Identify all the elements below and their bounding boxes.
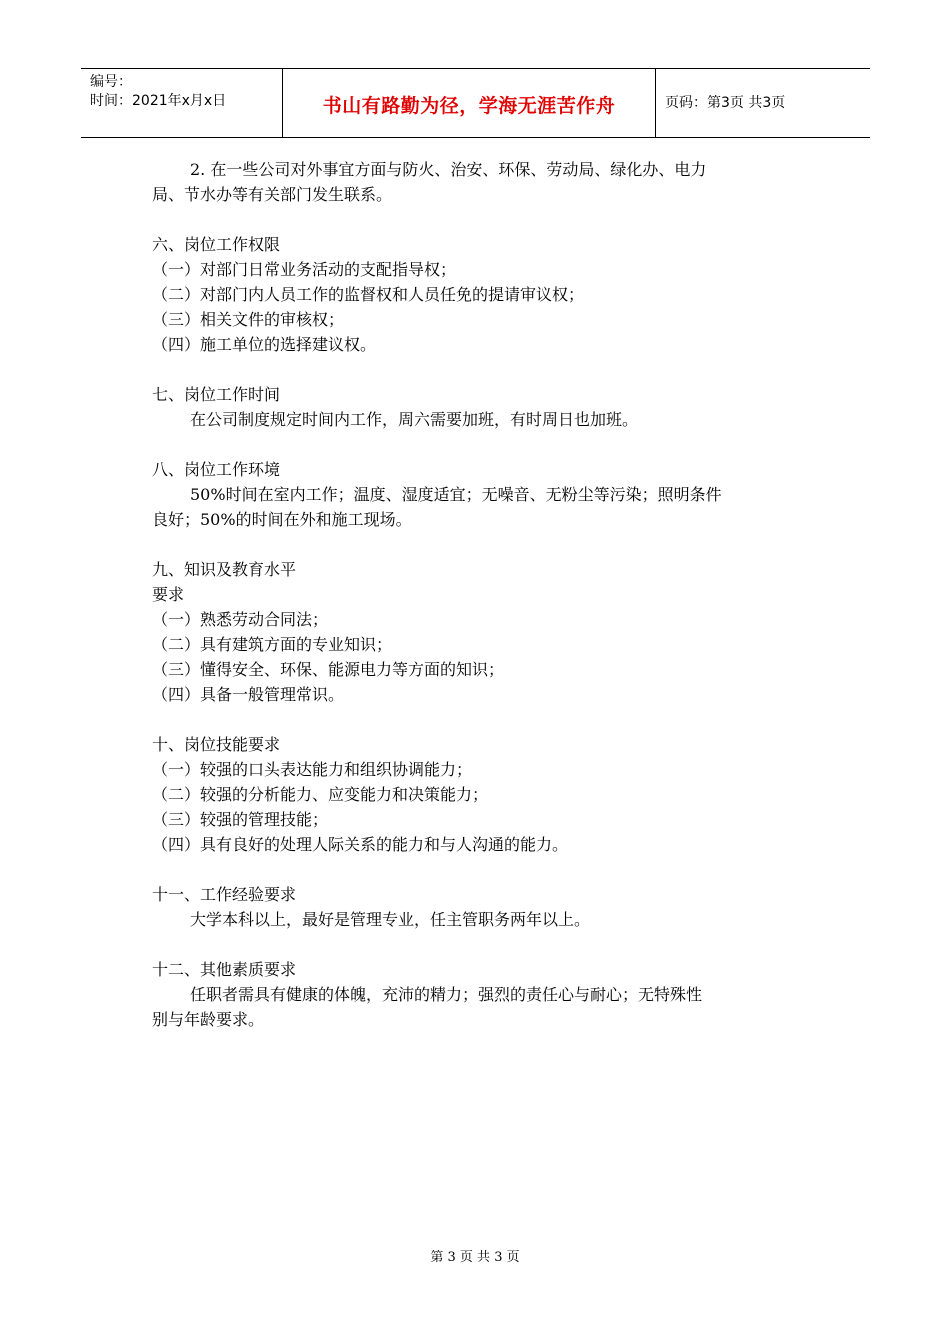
list-item: （一）对部门日常业务活动的支配指导权；	[152, 260, 457, 279]
list-item: （二）具有建筑方面的专业知识；	[152, 635, 393, 654]
list-item: （四）具备一般管理常识。	[152, 685, 345, 704]
section-heading: 九、知识及教育水平	[152, 560, 297, 579]
intro-line: 局、节水办等有关部门发生联系。	[152, 185, 393, 204]
page-header	[81, 68, 870, 138]
paragraph-line: 在公司制度规定时间内工作，周六需要加班，有时周日也加班。	[190, 410, 639, 429]
number-label: 编号：	[90, 74, 132, 90]
list-item: （三）懂得安全、环保、能源电力等方面的知识；	[152, 660, 505, 679]
motto: 书山有路勤为径，学海无涯苦作舟	[322, 95, 616, 117]
list-item: （一）较强的口头表达能力和组织协调能力；	[152, 760, 473, 779]
list-item: （一）熟悉劳动合同法；	[152, 610, 329, 629]
section-heading: 八、岗位工作环境	[152, 460, 281, 479]
section-heading: 七、岗位工作时间	[152, 385, 281, 404]
section-subheading: 要求	[152, 585, 185, 604]
header-page-cell	[656, 69, 870, 137]
paragraph-line: 良好；50%的时间在外和施工现场。	[152, 510, 412, 529]
intro-line: 2. 在一些公司对外事宜方面与防火、治安、环保、劳动局、绿化办、电力	[190, 160, 707, 179]
section-heading: 十一、工作经验要求	[152, 885, 297, 904]
time-label: 时间：2021年x月x日	[90, 93, 227, 109]
paragraph-line: 50%时间在室内工作；温度、湿度适宜；无噪音、无粉尘等污染；照明条件	[190, 485, 722, 504]
page-info: 页码：第3页 共3页	[665, 95, 786, 111]
header-motto-cell	[283, 69, 656, 137]
paragraph-line: 任职者需具有健康的体魄，充沛的精力；强烈的责任心与耐心；无特殊性	[190, 985, 703, 1004]
document-body	[152, 157, 817, 1032]
section-heading: 六、岗位工作权限	[152, 235, 281, 254]
list-item: （四）具有良好的处理人际关系的能力和与人沟通的能力。	[152, 835, 569, 854]
paragraph-line: 别与年龄要求。	[152, 1010, 265, 1029]
header-meta-cell	[81, 69, 283, 137]
list-item: （二）较强的分析能力、应变能力和决策能力；	[152, 785, 489, 804]
section-heading: 十二、其他素质要求	[152, 960, 297, 979]
list-item: （三）相关文件的审核权；	[152, 310, 345, 329]
list-item: （二）对部门内人员工作的监督权和人员任免的提请审议权；	[152, 285, 585, 304]
list-item: （三）较强的管理技能；	[152, 810, 329, 829]
list-item: （四）施工单位的选择建议权。	[152, 335, 377, 354]
paragraph-line: 大学本科以上，最好是管理专业，任主管职务两年以上。	[190, 910, 591, 929]
section-heading: 十、岗位技能要求	[152, 735, 281, 754]
page-footer: 第 3 页 共 3 页	[430, 1250, 520, 1265]
